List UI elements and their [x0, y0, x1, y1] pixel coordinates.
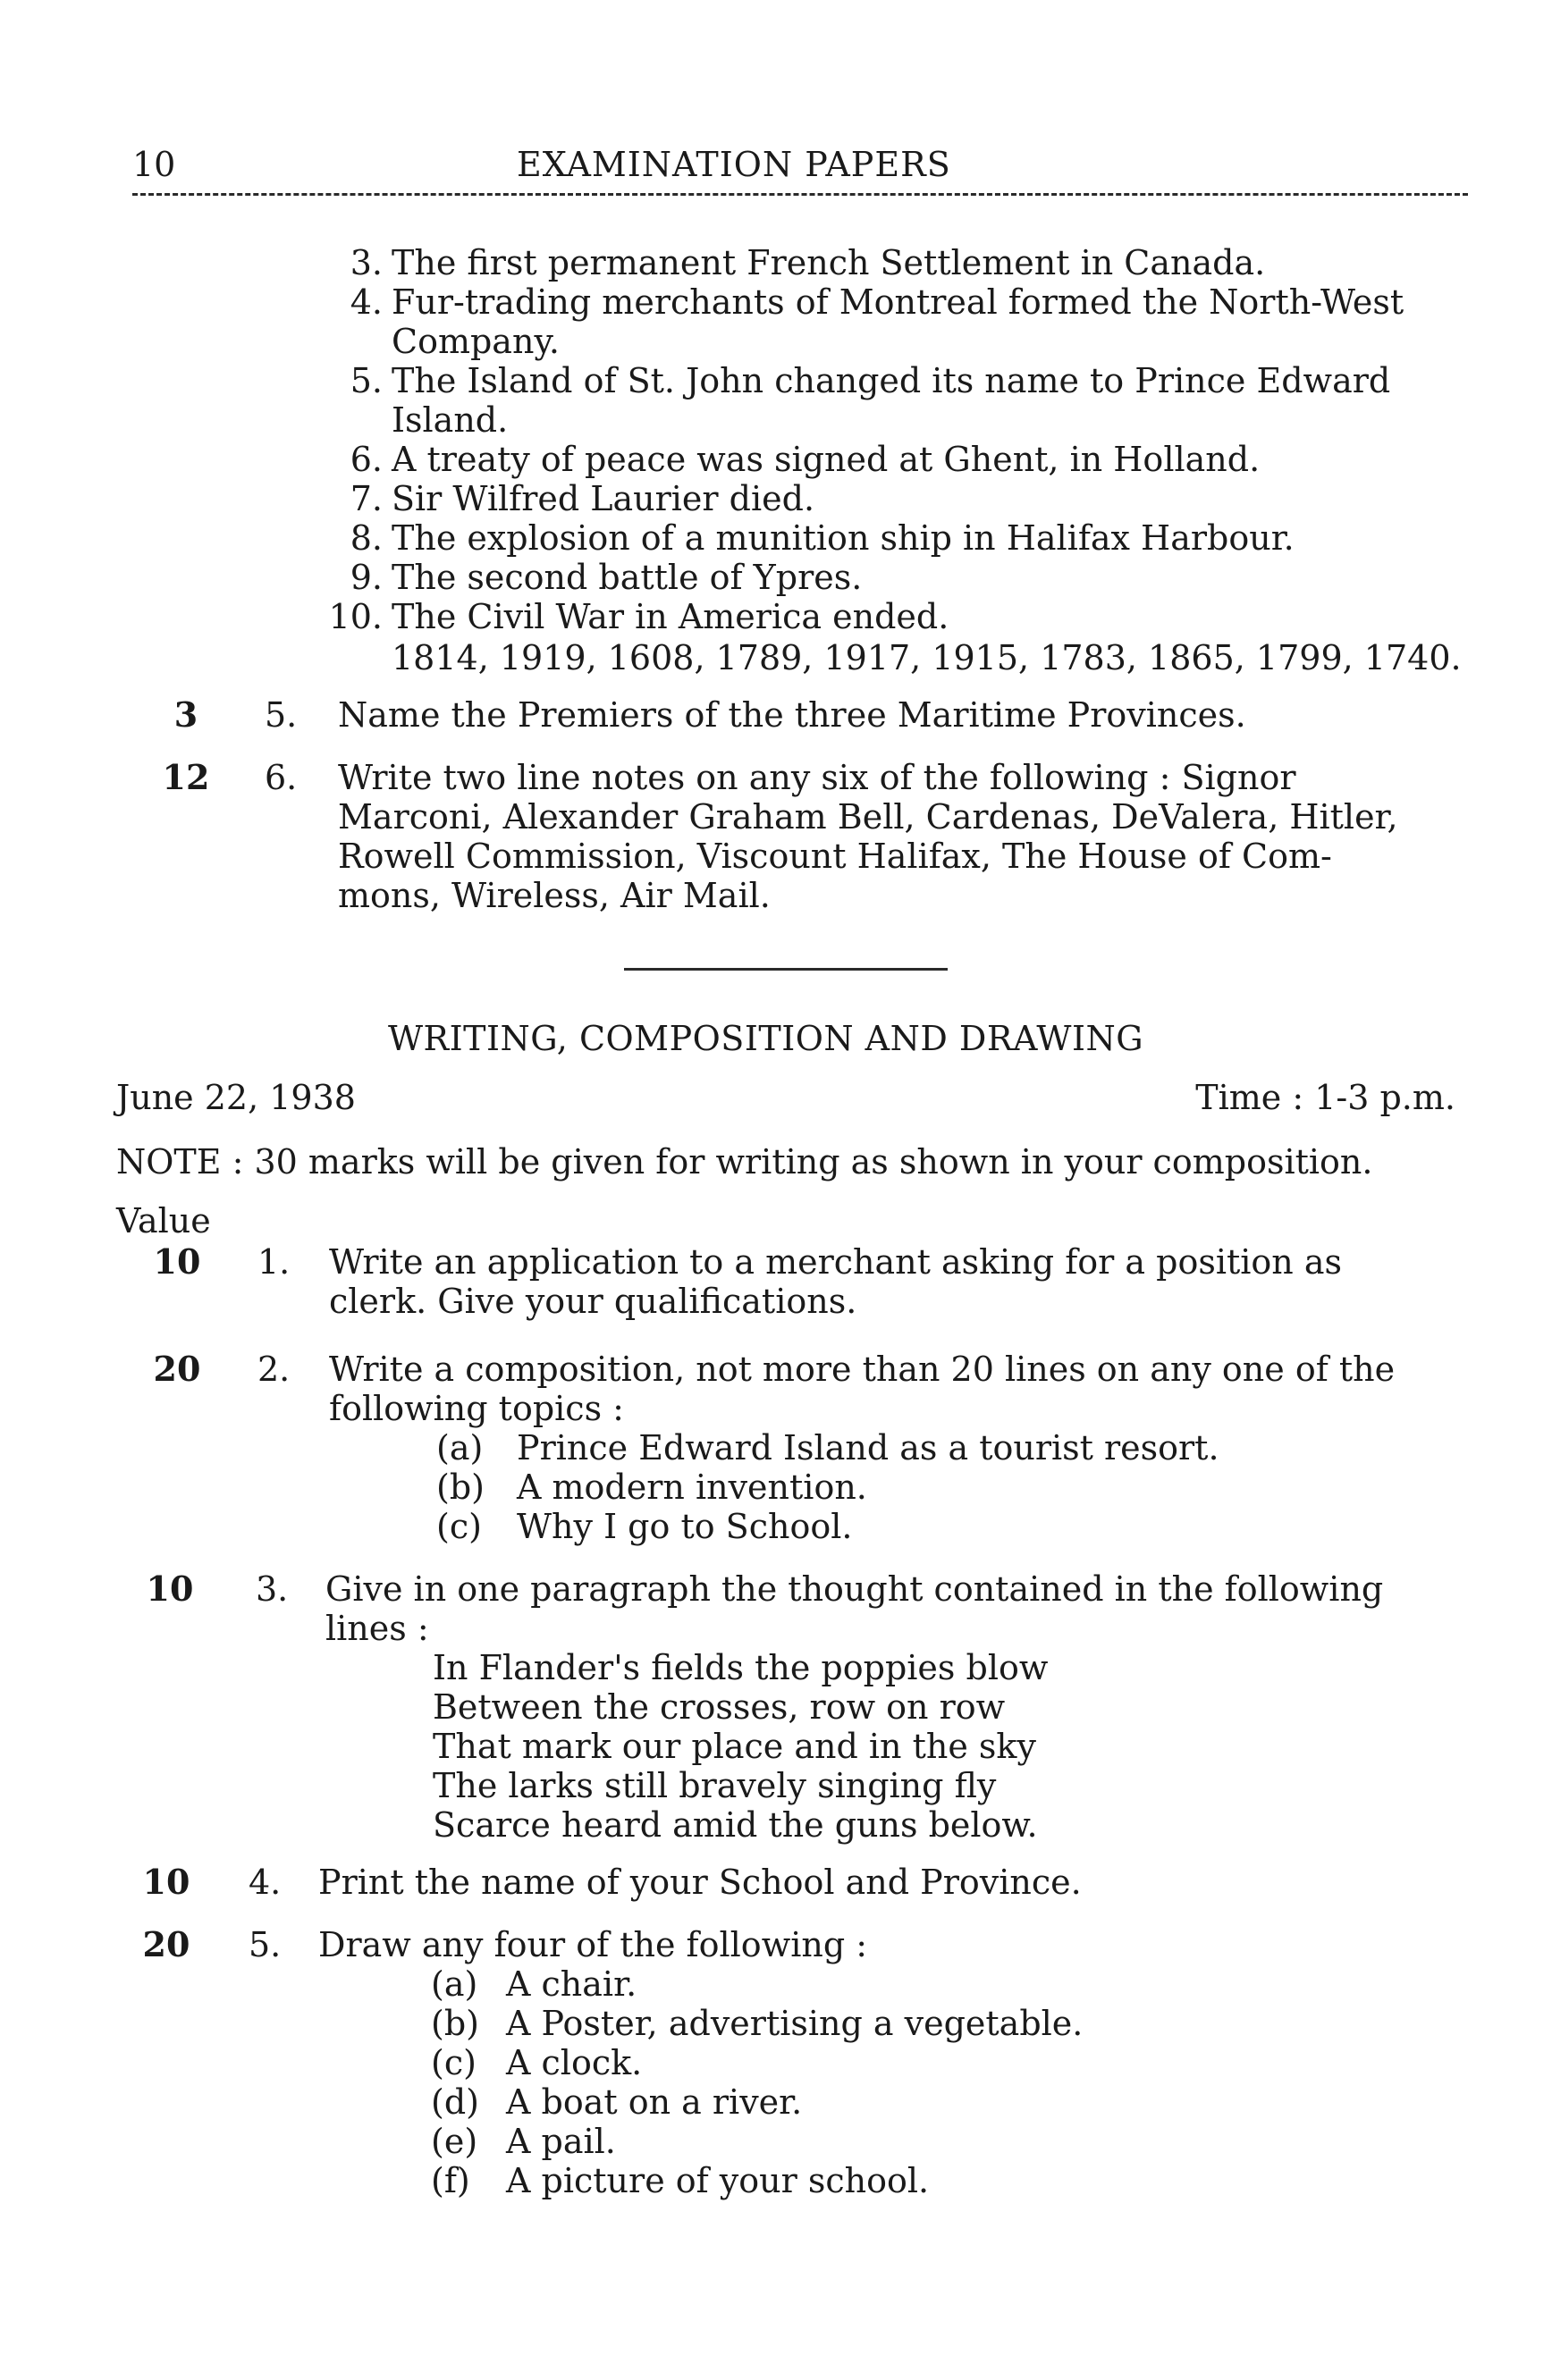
option-label: (a) — [436, 1428, 484, 1468]
exam-date: June 22, 1938 — [116, 1078, 356, 1117]
note-text: NOTE : 30 marks will be given for writing as shown in your composition. — [116, 1142, 1373, 1182]
option-label: (d) — [431, 2082, 479, 2122]
question-text-continued: Marconi, Alexander Graham Bell, Cardenas, DeValera, Hitler, — [338, 797, 1398, 837]
question-number: 2. — [257, 1350, 291, 1389]
option-label: (c) — [431, 2043, 477, 2082]
option-label: (b) — [431, 2004, 479, 2043]
question-number: 3. — [256, 1569, 289, 1609]
page-number: 10 — [132, 145, 176, 184]
event-number: 7. — [350, 479, 383, 518]
event-number: 9. — [350, 558, 383, 597]
option-text: A Poster, advertising a vegetable. — [506, 2004, 1084, 2043]
question-text: Give in one paragraph the thought contained in the following — [325, 1569, 1384, 1609]
question-text: Name the Premiers of the three Maritime Provinces. — [338, 695, 1246, 735]
question-text: Draw any four of the following : — [318, 1925, 868, 1964]
option-label: (a) — [431, 1964, 478, 2004]
question-text-continued: clerk. Give your qualifications. — [329, 1282, 857, 1321]
option-text: Prince Edward Island as a tourist resort. — [517, 1428, 1219, 1468]
poem-line: That mark our place and in the sky — [433, 1727, 1036, 1766]
event-text: The Civil War in America ended. — [392, 597, 949, 636]
event-text-continued: Company. — [392, 322, 560, 361]
question-text: Print the name of your School and Province. — [318, 1863, 1082, 1902]
question-number: 4. — [249, 1863, 282, 1902]
question-number: 5. — [265, 695, 298, 735]
question-text: Write a composition, not more than 20 lines on any one of the — [329, 1350, 1396, 1389]
exam-time: Time : 1-3 p.m. — [1195, 1078, 1455, 1117]
event-number: 6. — [350, 440, 383, 479]
question-number: 1. — [257, 1242, 291, 1282]
header-rule — [132, 193, 1468, 196]
event-number: 8. — [350, 518, 383, 558]
question-number: 6. — [265, 758, 298, 797]
event-text: Fur-trading merchants of Montreal formed the North-West — [392, 282, 1404, 322]
option-text: A clock. — [506, 2043, 643, 2082]
section-title: WRITING, COMPOSITION AND DRAWING — [388, 1019, 1144, 1058]
option-text: A modern invention. — [517, 1468, 867, 1507]
question-value: 10 — [146, 1568, 194, 1609]
running-title: EXAMINATION PAPERS — [517, 145, 951, 184]
option-text: A boat on a river. — [506, 2082, 803, 2122]
value-column-heading: Value — [116, 1201, 211, 1240]
event-text-continued: Island. — [392, 400, 509, 440]
event-number: 10. — [328, 597, 383, 636]
question-text-continued: mons, Wireless, Air Mail. — [338, 876, 771, 915]
section-divider — [624, 968, 948, 971]
event-number: 3. — [350, 243, 383, 282]
poem-line: In Flander's fields the poppies blow — [433, 1648, 1049, 1687]
question-value: 10 — [153, 1241, 201, 1282]
question-value: 20 — [142, 1924, 190, 1964]
option-text: A picture of your school. — [506, 2161, 930, 2200]
question-text-continued: Rowell Commission, Viscount Halifax, The House of Com- — [338, 837, 1332, 876]
question-value: 12 — [162, 757, 210, 797]
option-label: (c) — [436, 1507, 482, 1546]
option-label: (e) — [431, 2122, 478, 2161]
poem-line: The larks still bravely singing fly — [433, 1766, 997, 1805]
poem-line: Between the crosses, row on row — [433, 1687, 1006, 1727]
event-number: 4. — [350, 282, 383, 322]
event-text: The second battle of Ypres. — [392, 558, 863, 597]
event-text: The Island of St. John changed its name to Prince Edward — [392, 361, 1391, 400]
option-text: Why I go to School. — [517, 1507, 853, 1546]
dates-line: 1814, 1919, 1608, 1789, 1917, 1915, 1783, 1865, 1799, 1740. — [392, 638, 1462, 677]
option-label: (f) — [431, 2161, 470, 2200]
event-text: A treaty of peace was signed at Ghent, in Holland. — [392, 440, 1261, 479]
question-value: 10 — [142, 1862, 190, 1902]
question-value: 20 — [153, 1349, 201, 1389]
question-text-continued: following topics : — [329, 1389, 624, 1428]
question-text-continued: lines : — [325, 1609, 429, 1648]
option-text: A chair. — [506, 1964, 637, 2004]
question-text: Write an application to a merchant asking for a position as — [329, 1242, 1343, 1282]
question-text: Write two line notes on any six of the following : Signor — [338, 758, 1296, 797]
option-label: (b) — [436, 1468, 485, 1507]
event-text: The first permanent French Settlement in Canada. — [392, 243, 1266, 282]
poem-line: Scarce heard amid the guns below. — [433, 1805, 1038, 1845]
event-number: 5. — [350, 361, 383, 400]
event-text: The explosion of a munition ship in Halifax Harbour. — [392, 518, 1295, 558]
question-number: 5. — [249, 1925, 282, 1964]
option-text: A pail. — [506, 2122, 616, 2161]
question-value: 3 — [173, 694, 198, 735]
event-text: Sir Wilfred Laurier died. — [392, 479, 815, 518]
